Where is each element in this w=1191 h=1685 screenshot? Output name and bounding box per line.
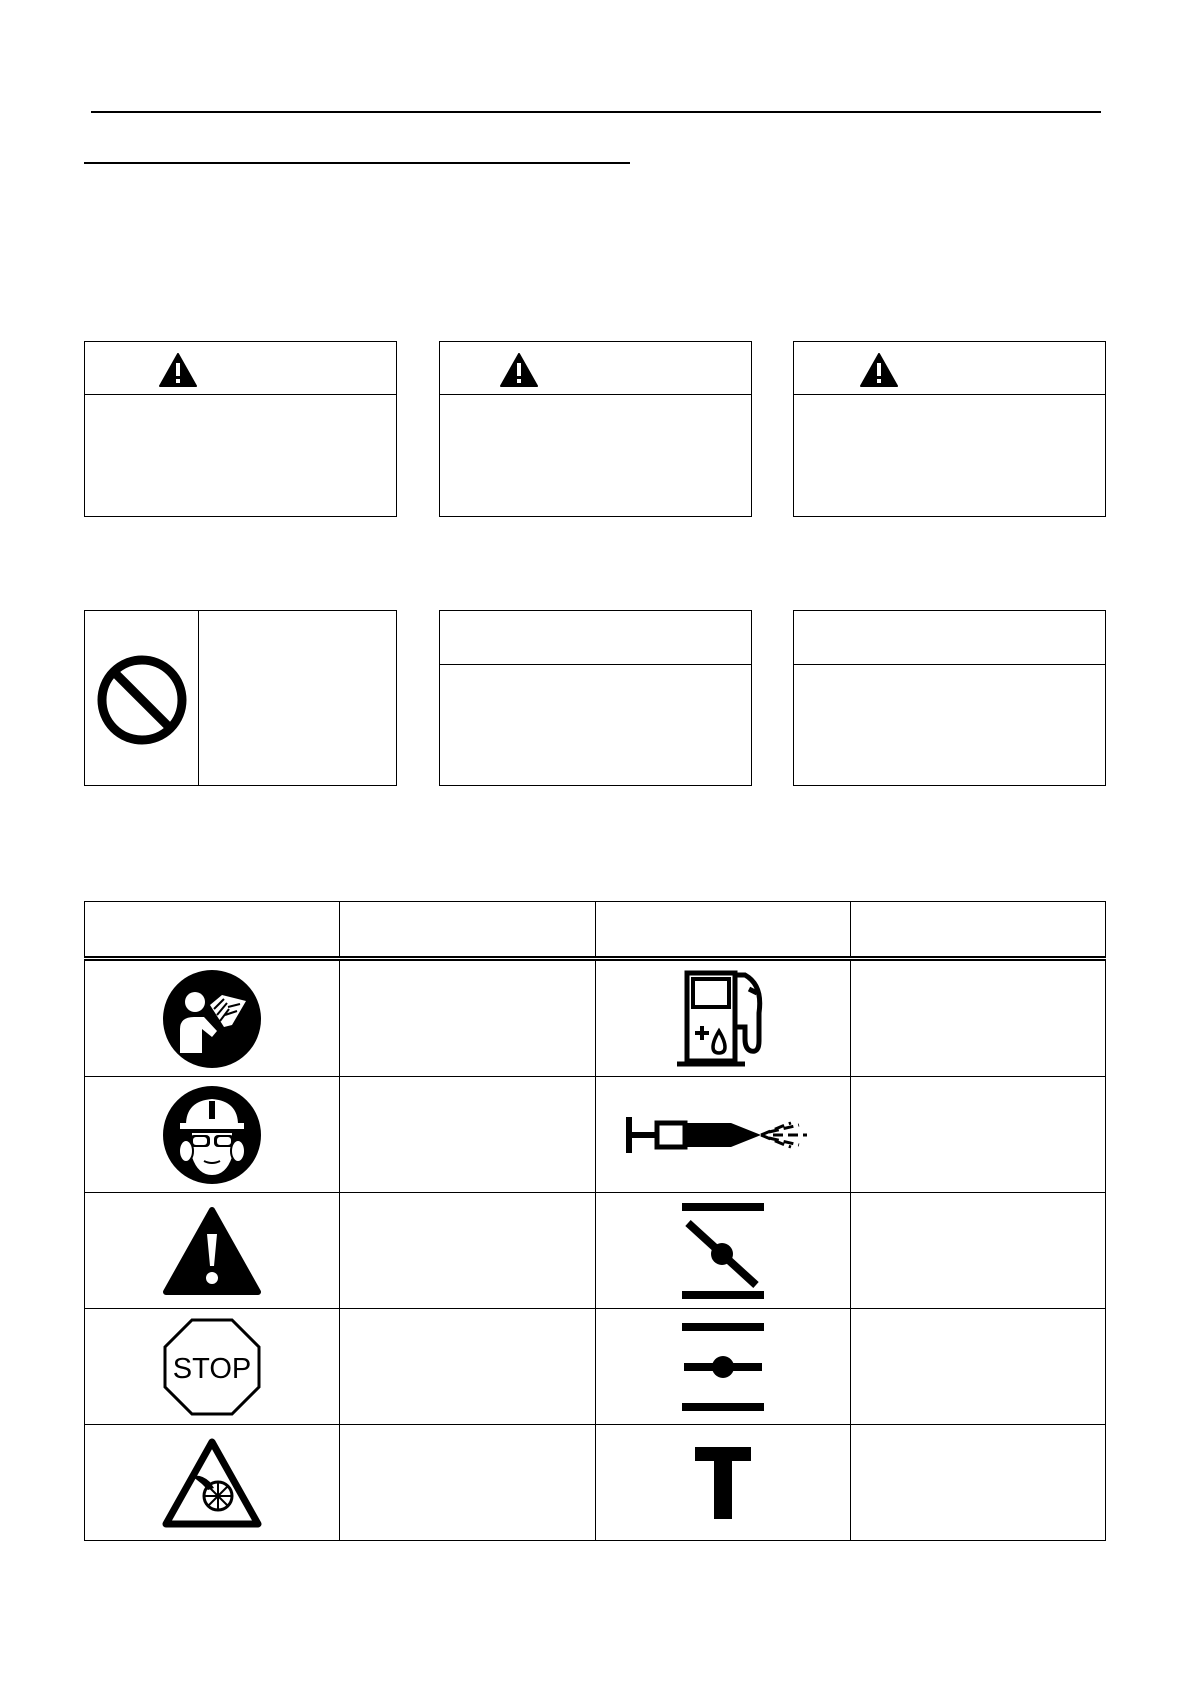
prohibition-box-divider [198, 611, 199, 785]
high-pressure-injection-icon [623, 1105, 823, 1165]
meaning-cell [850, 959, 1105, 1077]
symbol-cell [595, 1425, 850, 1541]
meaning-cell [850, 1425, 1105, 1541]
meaning-cell [340, 959, 595, 1077]
meaning-cell [850, 1193, 1105, 1309]
meaning-cell [850, 1077, 1105, 1193]
signal-box-header [440, 342, 751, 395]
symbol-cell [85, 1425, 340, 1541]
t-handle-icon [693, 1445, 753, 1521]
prohibition-icon [95, 653, 189, 747]
header-cell-meaning-2 [850, 902, 1105, 959]
alert-triangle-icon [159, 353, 197, 387]
warning-triangle-icon [162, 1206, 262, 1296]
signal-box-header [85, 342, 396, 395]
symbols-table [84, 901, 1106, 1541]
table-row [85, 1425, 1106, 1541]
read-manual-icon [162, 969, 262, 1069]
symbol-cell [595, 959, 850, 1077]
symbol-cell [85, 1309, 340, 1425]
table-row [85, 1193, 1106, 1309]
header-cell-symbol-2 [595, 902, 850, 959]
table-row [85, 1309, 1106, 1425]
table-header-row [85, 902, 1106, 959]
meaning-cell [340, 1077, 595, 1193]
prohibition-box [84, 610, 397, 786]
symbol-cell [85, 959, 340, 1077]
notice-box-header [440, 611, 751, 665]
symbol-cell [85, 1193, 340, 1309]
choke-closed-icon [678, 1201, 768, 1301]
rotating-parts-hazard-icon [162, 1438, 262, 1528]
alert-triangle-icon [500, 353, 538, 387]
meaning-cell [340, 1425, 595, 1541]
alert-triangle-icon [860, 353, 898, 387]
header-rule [91, 111, 1101, 113]
symbol-cell [595, 1077, 850, 1193]
choke-open-icon [678, 1317, 768, 1417]
note-box-header [794, 611, 1105, 665]
table-row [85, 959, 1106, 1077]
note-box [793, 610, 1106, 786]
hard-hat-goggles-ear-protection-icon [162, 1085, 262, 1185]
meaning-cell [340, 1309, 595, 1425]
table-row [85, 1077, 1106, 1193]
signal-box-warning [439, 341, 752, 517]
meaning-cell [340, 1193, 595, 1309]
signal-box-danger [84, 341, 397, 517]
header-cell-symbol-1 [85, 902, 340, 959]
section-title-underline [84, 162, 630, 164]
fuel-pump-icon [673, 969, 773, 1069]
stop-sign-text: STOP [172, 1352, 252, 1385]
stop-sign-icon [162, 1317, 262, 1417]
meaning-cell [850, 1309, 1105, 1425]
symbol-cell [595, 1193, 850, 1309]
notice-box [439, 610, 752, 786]
symbol-cell [595, 1309, 850, 1425]
signal-box-header [794, 342, 1105, 395]
header-cell-meaning-1 [340, 902, 595, 959]
symbol-cell [85, 1077, 340, 1193]
signal-box-caution [793, 341, 1106, 517]
